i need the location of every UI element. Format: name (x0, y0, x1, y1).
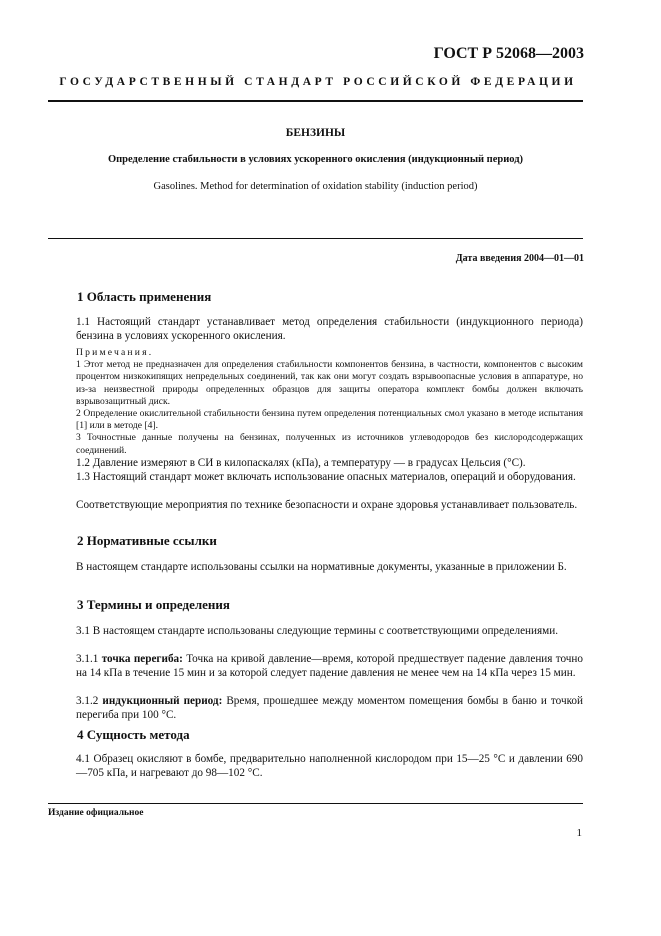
paragraph-1-3: 1.3 Настоящий стандарт может включать использование опасных материалов, операций и оборудования. (76, 471, 576, 483)
term-inflection-point: 3.1.1 точка перегиба: Точка на кривой давление—время, которой предшествует падение давления точно на 14 кПа в течение 15 мин и за которой следует падение давления не менее чем на 14 кПа через 15 мин. (76, 653, 583, 679)
paragraph-2: В настоящем стандарте использованы ссылки на нормативные документы, указанные в приложении Б. (76, 561, 567, 573)
paragraph-1-1: 1.1 Настоящий стандарт устанавливает метод определения стабильности (индукционного периода) бензина в условиях ускоренного окисления. (76, 316, 583, 342)
header-rule (48, 100, 583, 102)
term-label: индукционный период: (102, 695, 223, 707)
term-label: точка перегиба: (101, 653, 183, 665)
official-edition-label: Издание официальное (48, 808, 144, 818)
document-code: ГОСТ Р 52068—2003 (433, 45, 584, 62)
section-1-heading: 1 Область применения (77, 289, 212, 304)
note-1: 1 Этот метод не предназначен для определения стабильности компонентов бензина, в частности, компонентов с высоким процентом низкокипящих непредельных соединений, так как они могут создать взрывоопасные условия в аппаратуре, но из-за неизвестной природы определенных образцов для защиты оператора комплект бомбы должен включать взрывозащитный диск. (76, 359, 583, 407)
footer-rule (48, 803, 583, 804)
organization-title: ГОСУДАРСТВЕННЫЙ СТАНДАРТ РОССИЙСКОЙ ФЕДЕРАЦИИ (59, 76, 577, 88)
document-subtitle-en: Gasolines. Method for determination of oxidation stability (induction period) (153, 181, 478, 192)
note-2: 2 Определение окислительной стабильности бензина путем определения потенциальных смол указано в методе испытания [1] или в методе [4]. (76, 408, 583, 432)
section-2-heading: 2 Нормативные ссылки (77, 533, 217, 548)
title-rule (48, 238, 583, 239)
section-4-heading: 4 Сущность метода (77, 727, 190, 742)
note-3: 3 Точностные данные получены на бензинах, полученных из источников углеводородов без кислородсодержащих соединений. (76, 432, 583, 456)
document-title: БЕНЗИНЫ (285, 127, 346, 139)
paragraph-safety: Соответствующие мероприятия по технике безопасности и охране здоровья устанавливает пользователь. (76, 499, 578, 511)
page-number: 1 (576, 827, 582, 839)
term-induction-period: 3.1.2 индукционный период: Время, прошедшее между моментом помещения бомбы в баню и точкой перегиба при 100 °С. (76, 695, 584, 721)
paragraph-4-1: 4.1 Образец окисляют в бомбе, предварительно наполненной кислородом при 15—25 °С и давлении 690—705 кПа, и нагревают до 98—102 °С. (76, 753, 583, 779)
document-subtitle-ru: Определение стабильности в условиях ускоренного окисления (индукционный период) (107, 154, 524, 165)
notes-heading: Примечания. (76, 347, 154, 358)
introduction-date: Дата введения 2004—01—01 (455, 253, 584, 264)
paragraph-3-1: 3.1 В настоящем стандарте использованы следующие термины с соответствующими определениями. (76, 625, 559, 637)
section-3-heading: 3 Термины и определения (77, 597, 230, 612)
paragraph-1-2: 1.2 Давление измеряют в СИ в килопаскалях (кПа), а температуру — в градусах Цельсия (°С). (76, 457, 526, 469)
notes-block (48, 347, 583, 457)
